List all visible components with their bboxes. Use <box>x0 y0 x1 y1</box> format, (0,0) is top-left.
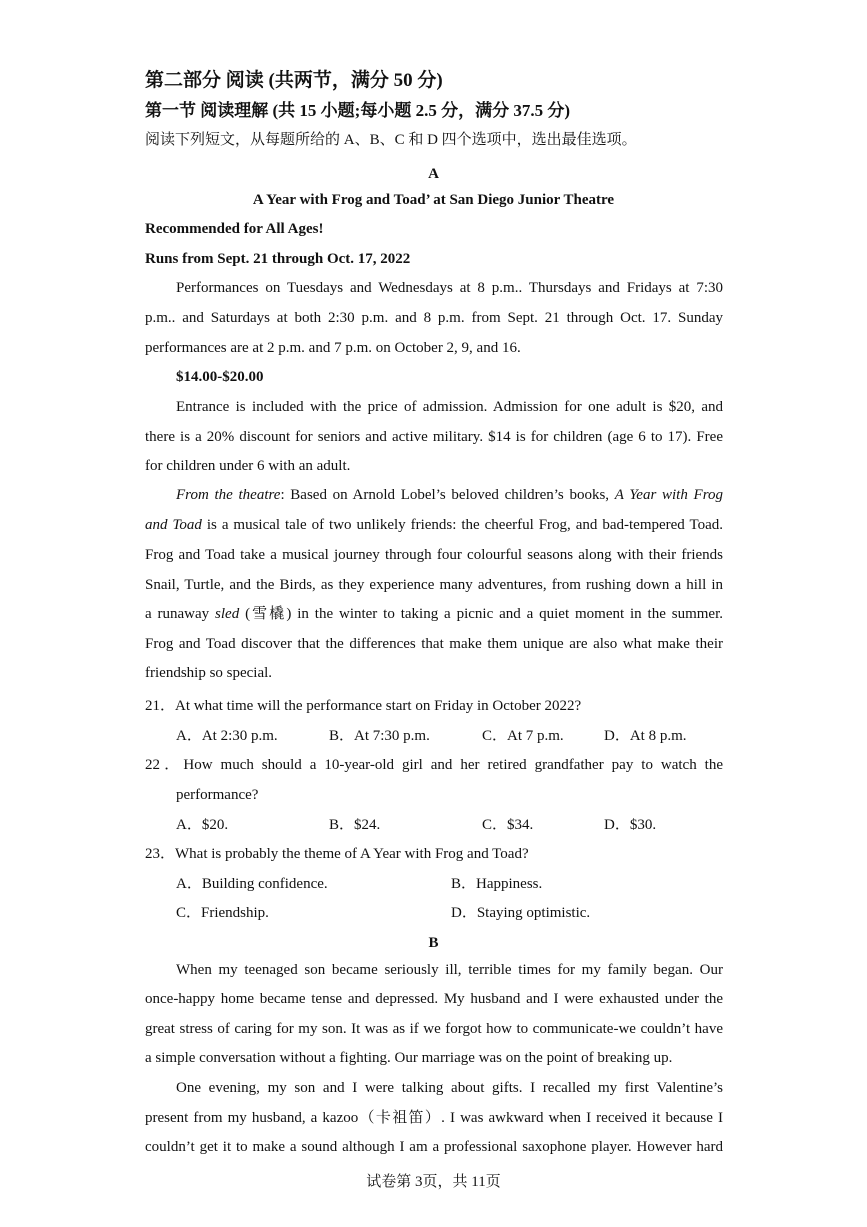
italic-text: and Toad <box>145 517 202 533</box>
paragraph-line: couldn’t get it to make a sound although I am a professional saxophone player. However hard <box>145 1139 723 1155</box>
paragraph-line: One evening, my son and I were talking about gifts. I recalled my first Valentine’s <box>176 1080 723 1096</box>
q21-option-d: D．At 8 p.m. <box>604 728 687 744</box>
q22-option-d: D．$30. <box>604 817 657 833</box>
paragraph-line <box>145 605 723 623</box>
paragraph-line: present from my husband, a kazoo（卡祖笛）. I was awkward when I received it because I <box>145 1110 723 1126</box>
question-23-stem: 23．What is probably the theme of A Year with Frog and Toad? <box>145 846 529 862</box>
paragraph-line <box>145 516 723 534</box>
text-span: : Based on Arnold Lobel’s beloved children’s books, <box>280 487 615 503</box>
paragraph-line: for children under 6 with an adult. <box>145 458 351 474</box>
question-22-stem-cont: performance? <box>176 787 259 803</box>
q23-option-b: B．Happiness. <box>451 876 543 892</box>
q21-option-b: B．At 7:30 p.m. <box>329 728 430 744</box>
paragraph-line: p.m.. and Saturdays at both 2:30 p.m. and 8 p.m. from Sept. 21 through Oct. 17. Sunday <box>145 310 723 326</box>
paragraph-line <box>176 486 723 504</box>
paragraph-line: there is a 20% discount for seniors and active military. $14 is for children (age 6 to 17). Free <box>145 429 723 445</box>
instructions: 阅读下列短文，从每题所给的 A、B、C 和 D 四个选项中，选出最佳选项。 <box>145 132 637 148</box>
question-21-stem: 21．At what time will the performance start on Friday in October 2022? <box>145 698 582 714</box>
italic-text: sled <box>215 606 240 622</box>
part-title: 第二部分 阅读 (共两节，满分 50 分) <box>145 70 443 91</box>
paragraph-line: Entrance is included with the price of admission. Admission for one adult is $20, and <box>176 399 723 415</box>
paragraph-line: once-happy home became tense and depressed. My husband and I were exhausted under the <box>145 991 723 1007</box>
section-title: 第一节 阅读理解 (共 15 小题;每小题 2.5 分，满分 37.5 分) <box>145 101 570 120</box>
paragraph-line: a simple conversation without a fighting. Our marriage was on the point of breaking up. <box>145 1050 673 1066</box>
paragraph-line: performances are at 2 p.m. and 7 p.m. on October 2, 9, and 16. <box>145 340 521 356</box>
q22-option-c: C．$34. <box>482 817 534 833</box>
q23-option-d: D．Staying optimistic. <box>451 905 591 921</box>
italic-text: From the theatre <box>176 487 281 503</box>
q21-option-c: C．At 7 p.m. <box>482 728 564 744</box>
paragraph-line: great stress of caring for my son. It was as if we forgot how to communicate-we couldn’t have <box>145 1021 723 1037</box>
question-22-stem: 22．How much should a 10-year-old girl and her retired grandfather pay to watch the <box>145 757 723 773</box>
text-span: is a musical tale of two unlikely friends: the cheerful Frog, and bad-tempered Toad. <box>201 517 724 533</box>
paragraph-line: Frog and Toad discover that the differences that make them unique are also what make their <box>145 636 723 652</box>
paragraph-line: Performances on Tuesdays and Wednesdays at 8 p.m.. Thursdays and Fridays at 7:30 <box>176 280 723 296</box>
passage-b-label: B <box>428 935 439 951</box>
q23-option-c: C．Friendship. <box>176 905 269 921</box>
runs-line: Runs from Sept. 21 through Oct. 17, 2022 <box>145 251 411 267</box>
text-span: (雪橇) in the winter to taking a picnic and a quiet moment in the summer. <box>239 606 723 622</box>
passage-a-title: A Year with Frog and Toad’ at San Diego Junior Theatre <box>252 192 615 208</box>
paragraph-line: friendship so special. <box>145 665 273 681</box>
q21-option-a: A．At 2:30 p.m. <box>176 728 278 744</box>
page-footer: 试卷第 3页，共 11页 <box>366 1174 501 1190</box>
passage-a-label: A <box>428 166 439 182</box>
recommended-line: Recommended for All Ages! <box>145 221 324 237</box>
paragraph-line: Snail, Turtle, and the Birds, as they experience many adventures, from rushing down a hill in <box>145 577 723 593</box>
text-span: a runaway <box>145 606 216 622</box>
price-line: $14.00-$20.00 <box>176 369 264 385</box>
italic-text: A Year with Frog <box>614 487 723 503</box>
q22-option-a: A．$20. <box>176 817 229 833</box>
paragraph-line: Frog and Toad take a musical journey through four colourful seasons along with their friends <box>145 547 723 563</box>
paragraph-line: When my teenaged son became seriously ill, terrible times for my family began. Our <box>176 962 723 978</box>
q23-option-a: A．Building confidence. <box>176 876 328 892</box>
q22-option-b: B．$24. <box>329 817 381 833</box>
